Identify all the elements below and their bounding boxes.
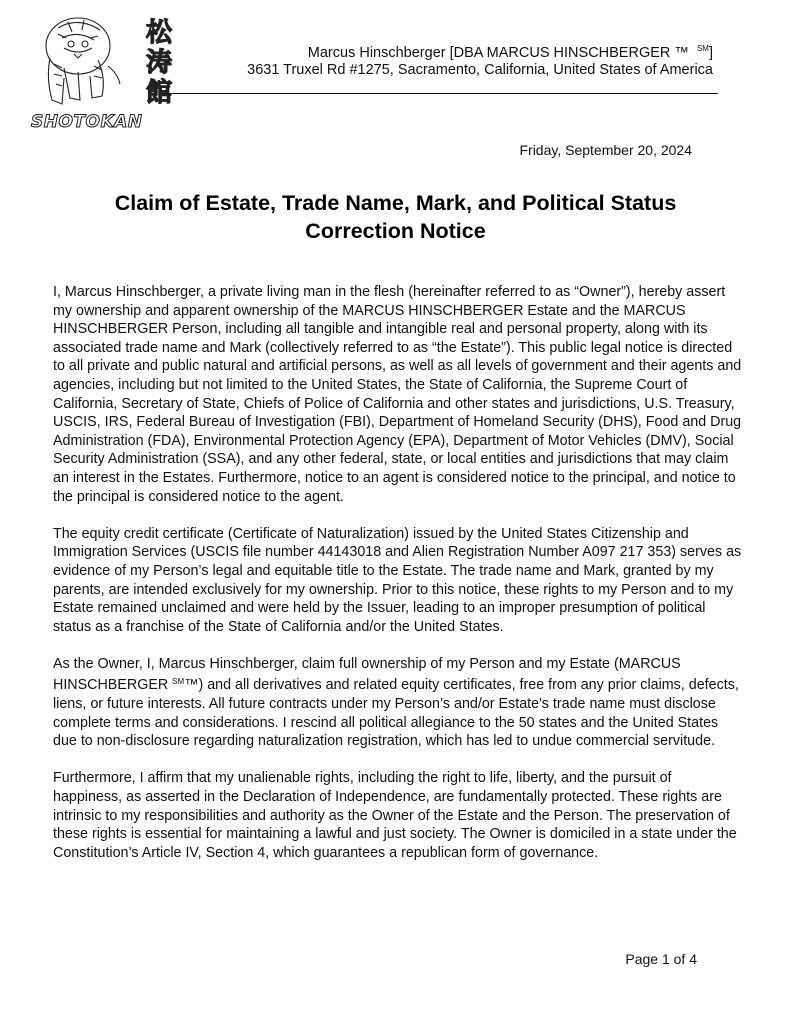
letterhead-address: 3631 Truxel Rd #1275, Sacramento, California, United States of America — [247, 62, 713, 78]
kanji-mark — [146, 18, 176, 108]
title-line-2: Correction Notice — [305, 219, 486, 243]
letterhead-name-text: Marcus Hinschberger [DBA MARCUS HINSCHBERGER ™ — [307, 45, 689, 61]
service-mark: SM — [172, 677, 185, 687]
page-number: Page 1 of 4 — [625, 951, 697, 967]
letterhead-bracket: ] — [708, 45, 713, 61]
letterhead-name — [247, 40, 713, 62]
document-date: Friday, September 20, 2024 — [519, 142, 692, 158]
document-title — [0, 189, 791, 245]
kanji-char: 館 — [146, 78, 173, 108]
kanji-char: 松 — [146, 18, 173, 48]
kanji-char: 涛 — [146, 48, 173, 78]
paragraph-ownership-part-b: ™) and all derivatives and related equity certificates, free from any prior claims, defects, liens, or future interests. All future contracts under my Person’s and/or Estate's trade name must disclose complete terms and considerations. I rescind all political allegiance to the 50 states and the United States due to non-disclosure regarding naturalization registration, which has led to undue commercial servitude. — [53, 677, 739, 750]
letterhead — [247, 40, 713, 79]
paragraph-rights: Furthermore, I affirm that my unalienable rights, including the right to life, liberty, and the pursuit of happiness, as asserted in the Declaration of Independence, are fundamentally protected. These rights are intrinsic to my responsibilities and authority as the Owner of the Estate and the Person. The preservation of these rights is essential for maintaining a lawful and just society. The Owner is domiciled in a state under the Constitution’s Article IV, Section 4, which guarantees a republican form of governance. — [53, 770, 737, 861]
paragraph-ownership — [53, 655, 743, 751]
document-body — [53, 283, 743, 881]
service-mark: SM — [696, 44, 709, 53]
title-line-1: Claim of Estate, Trade Name, Mark, and Political Status — [114, 191, 677, 215]
header-divider — [162, 93, 718, 94]
logo-wordmark: SHOTOKAN — [31, 112, 143, 132]
paragraph-certificate: The equity credit certificate (Certificate of Naturalization) issued by the United States Citizenship and Immigration Services (USCIS file number 44143018 and Alien Registration Number A097 217 353) serves as evidence of my Person’s legal and equitable title to the Estate. The trade name and Mark, granted by my parents, are intended exclusively for my ownership. Prior to this notice, these rights to my Person and to my Estate remained unclaimed and were held by the Issuer, leading to an improper presumption of political status as a franchise of the State of California and/or the United States. — [53, 525, 742, 635]
paragraph-ownership-part-a: As the Owner, I, Marcus Hinschberger, claim full ownership of my Person and my Estate (MARCUS HINSCHBERGER — [53, 655, 681, 694]
tiger-illustration-icon — [28, 8, 123, 113]
paragraph-notice: I, Marcus Hinschberger, a private living man in the flesh (hereinafter referred to as “Owner”), hereby assert my ownership and apparent ownership of the MARCUS HINSCHBERGER Estate and the MARCUS HINSCHBERGER Person, including all tangible and intangible real and personal property, along with its associated trade name and Mark (collectively referred to as “the Estate”). This public legal notice is directed to all private and public natural and artificial persons, as well as all levels of government and their agents and agencies, including but not limited to the United States, the State of California, the Supreme Court of California, Secretary of State, Chiefs of Police of California and other states and jurisdictions, U.S. Treasury, USCIS, IRS, Federal Bureau of Investigation (FBI), Department of Homeland Security (DHS), Food and Drug Administration (FDA), Environmental Protection Agency (EPA), Department of Motor Vehicles (DMV), Social Security Administration (SSA), and any other federal, state, or local entities and jurisdictions that may claim an interest in the Estates. Furthermore, notice to an agent is considered notice to the principal, and notice to the principal is considered notice to the agent. — [53, 284, 742, 505]
